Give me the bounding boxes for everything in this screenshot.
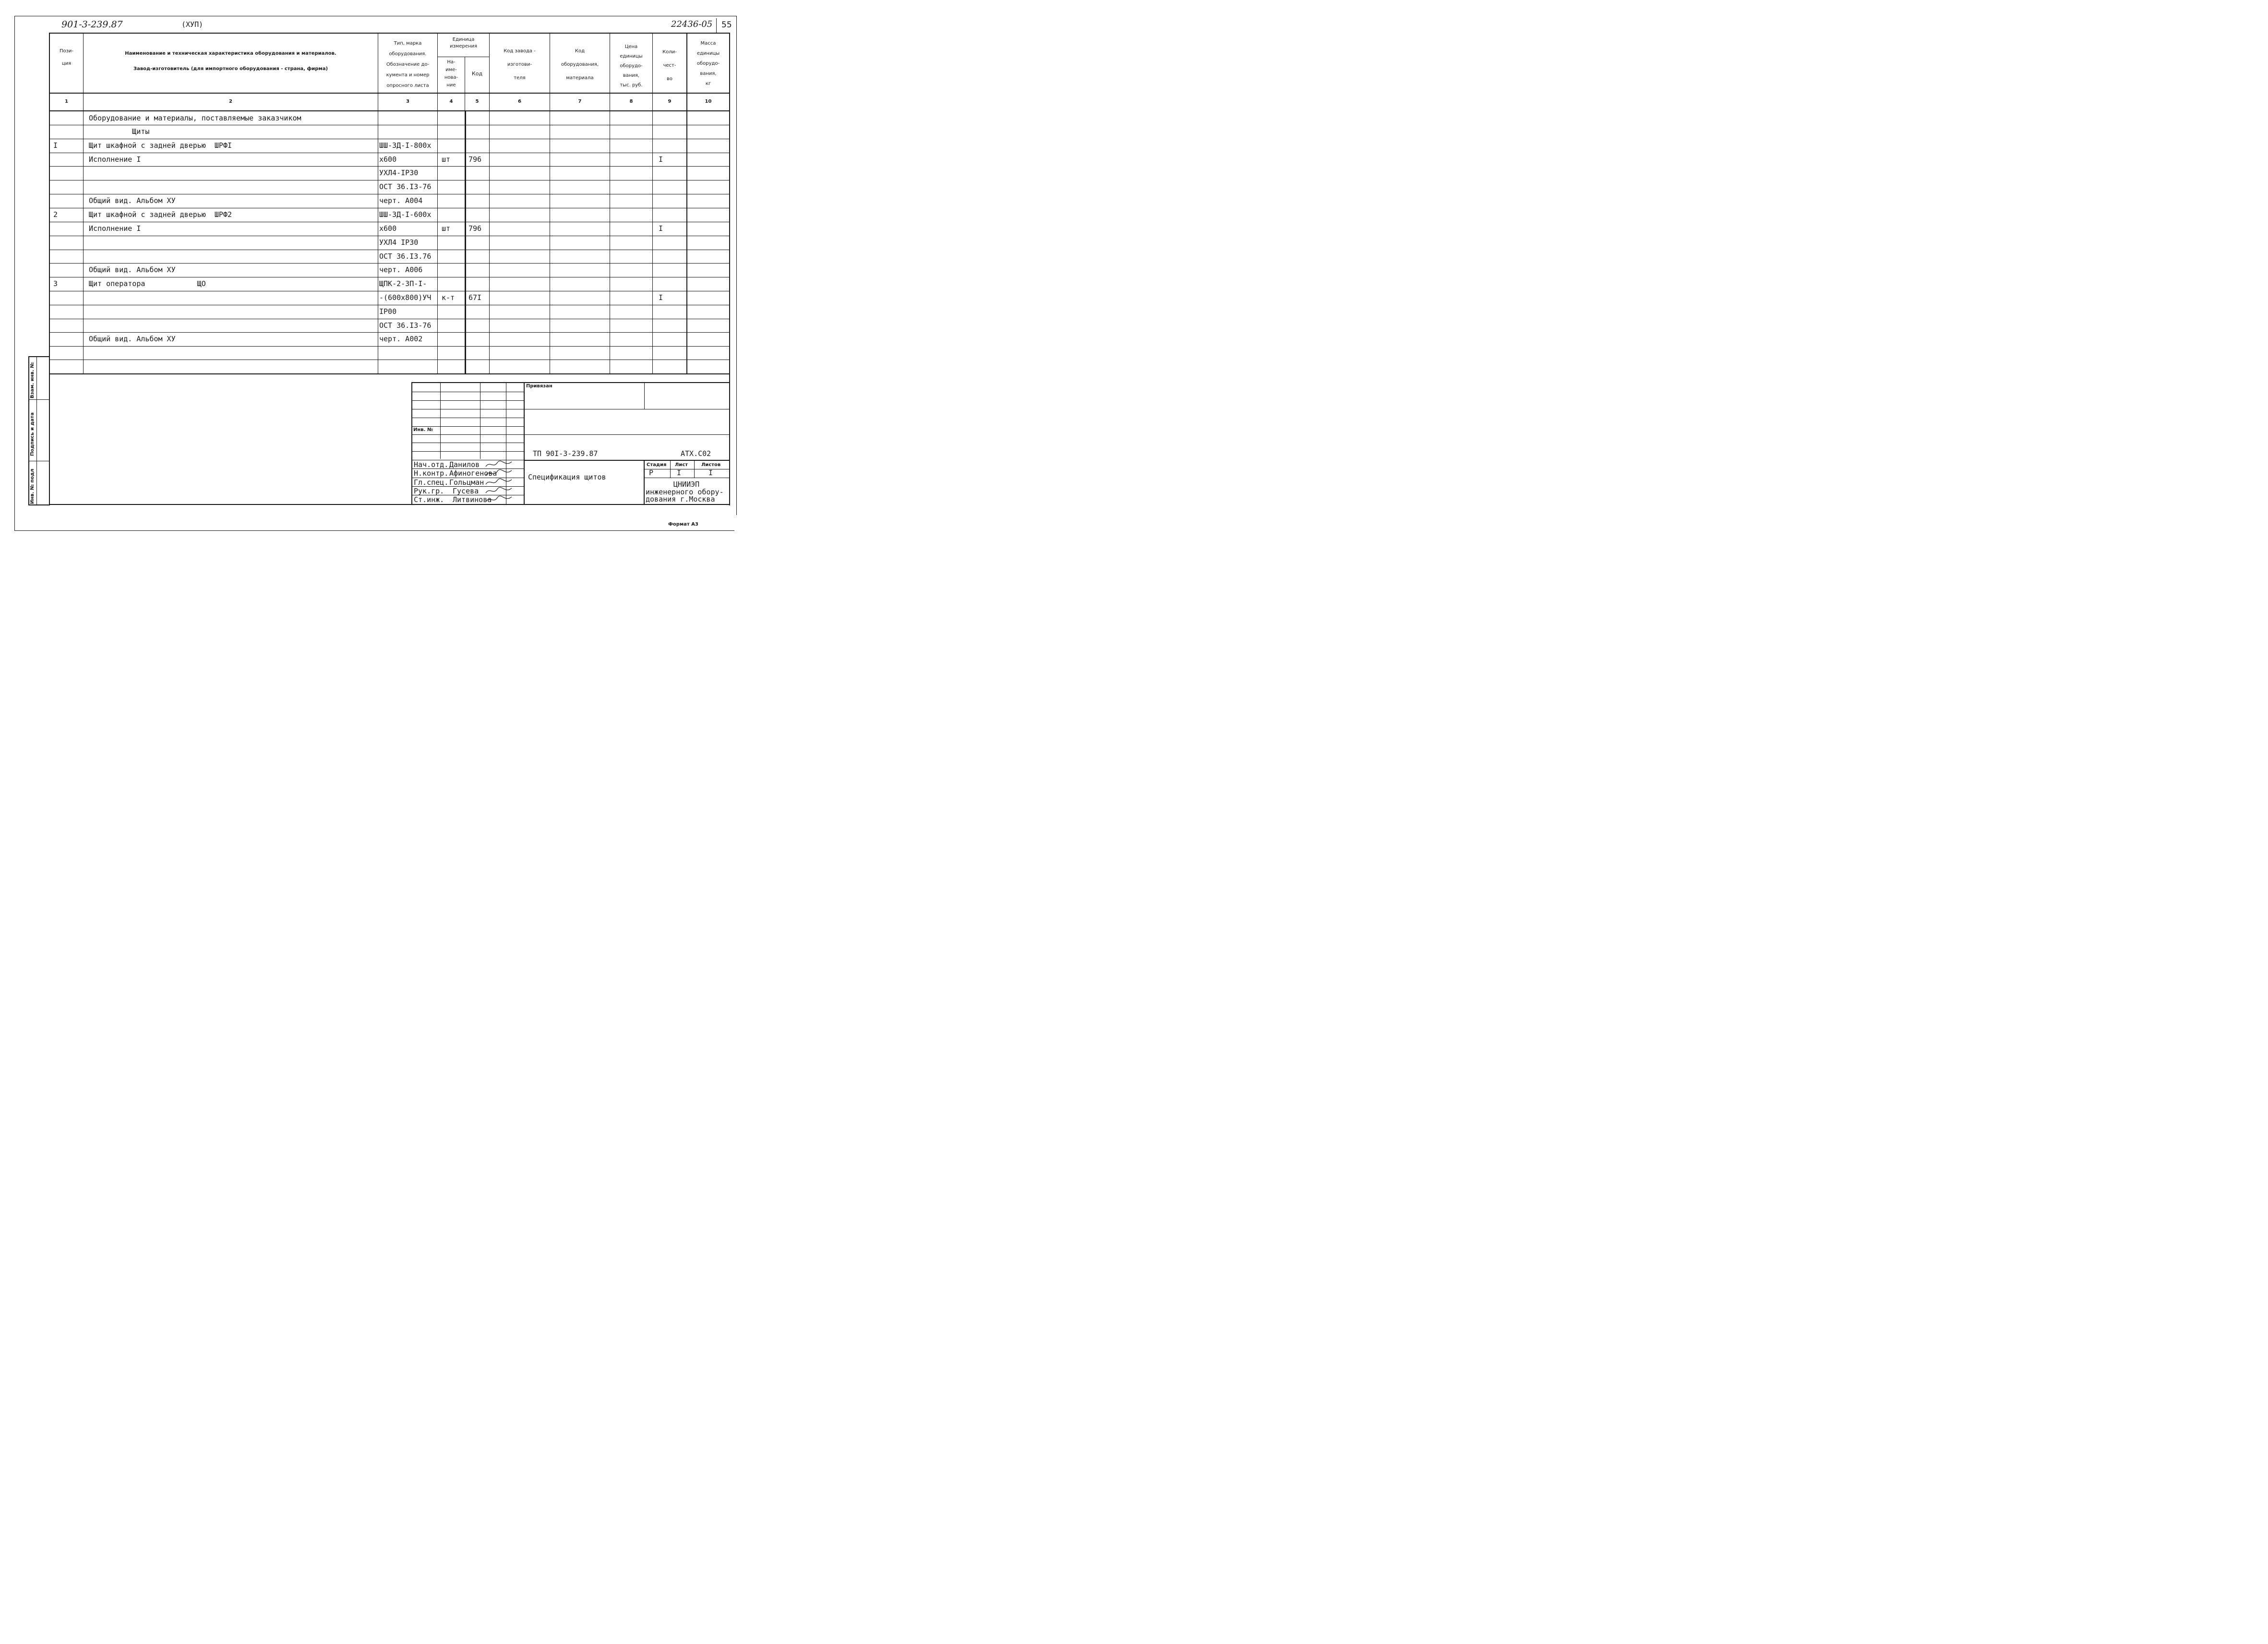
staff-role: Нач.отд. bbox=[414, 460, 449, 469]
row-type: ОСТ 36.I3-76 bbox=[379, 182, 432, 191]
spec-table bbox=[0, 0, 743, 539]
header-unit-group: Единица измерения bbox=[449, 37, 478, 49]
staff-role: Рук.гр. bbox=[414, 487, 444, 495]
row-code: 796 bbox=[468, 224, 482, 233]
staff-name: Литвинова bbox=[453, 495, 492, 504]
row-pos: 3 bbox=[53, 279, 58, 288]
row-name: Общий вид. Альбом ХУ bbox=[89, 196, 176, 205]
row-name: Щит шкафной с задней дверью ШРФ2 bbox=[89, 210, 232, 219]
row-qty: I bbox=[659, 224, 663, 233]
row-name: Щит оператора ЩО bbox=[89, 279, 206, 288]
colnum-7: 7 bbox=[578, 99, 582, 104]
row-type: черт. А006 bbox=[379, 265, 423, 274]
format-label: Формат А3 bbox=[668, 522, 698, 527]
row-qty: I bbox=[659, 293, 663, 302]
row-name: Исполнение I bbox=[89, 224, 141, 233]
row-type: ОСТ 36.I3-76 bbox=[379, 321, 432, 330]
row-type: ШШ-3Д-I-800х bbox=[379, 141, 432, 150]
header-unit-name: На- име- нова- ние bbox=[444, 60, 458, 88]
signature-mark bbox=[485, 495, 514, 505]
row-name: Щит шкафной с задней дверью ШРФI bbox=[89, 141, 232, 150]
stage-label: Стадия bbox=[647, 462, 667, 468]
colnum-2: 2 bbox=[229, 99, 232, 104]
staff-name: Гусева bbox=[453, 487, 479, 495]
sheet-value: I bbox=[677, 468, 682, 477]
row-name: Исполнение I bbox=[89, 155, 141, 164]
header-unit-code: Код bbox=[471, 71, 483, 77]
row-type: IР00 bbox=[379, 307, 397, 316]
row-unit: к-т bbox=[442, 293, 455, 302]
row-type: черт. А004 bbox=[379, 196, 423, 205]
privyazan-label: Привязан bbox=[526, 384, 552, 389]
row-type: ШШ-3Д-I-600х bbox=[379, 210, 432, 219]
side-stamp-vzam: Взам. инв. № bbox=[30, 362, 35, 398]
row-name: Оборудование и материалы, поставляемые заказчиком bbox=[89, 114, 301, 122]
header-quantity: Коли- чест- во bbox=[662, 49, 677, 82]
header-price: Цена единицы оборудо- вания, тыс. руб. bbox=[620, 44, 643, 88]
staff-role: Гл.спец. bbox=[414, 478, 449, 487]
staff-name: Данилов bbox=[449, 460, 480, 469]
sheets-label: Листов bbox=[701, 462, 721, 468]
org-line-1: ЦНИИЭП bbox=[673, 480, 700, 489]
row-type: УХЛ4 IР30 bbox=[379, 238, 419, 247]
org-line-3: дования г.Москва bbox=[646, 495, 715, 504]
row-type: ЩПК-2-3П-I- bbox=[379, 279, 427, 288]
header-mass: Масса единицы оборудо- вания, кг bbox=[696, 41, 720, 86]
row-type: черт. А002 bbox=[379, 335, 423, 343]
top-right-code: 22436-05 bbox=[671, 19, 713, 29]
sheet-label: Лист bbox=[675, 462, 688, 468]
inv-no-label: Инв. № bbox=[413, 427, 433, 432]
row-type: х600 bbox=[379, 155, 397, 164]
colnum-3: 3 bbox=[406, 99, 409, 104]
header-equipment-code: Код оборудования, материала bbox=[561, 48, 599, 81]
colnum-4: 4 bbox=[449, 99, 453, 104]
staff-name: Гольцман bbox=[449, 478, 484, 487]
colnum-9: 9 bbox=[668, 99, 672, 104]
row-type: х600 bbox=[379, 224, 397, 233]
colnum-1: 1 bbox=[65, 99, 68, 104]
colnum-5: 5 bbox=[475, 99, 479, 104]
doc-mark: АТХ.С02 bbox=[681, 449, 711, 458]
row-pos: I bbox=[53, 141, 58, 150]
row-type: ОСТ 36.I3.76 bbox=[379, 252, 432, 261]
stage-value: Р bbox=[649, 468, 654, 477]
doc-code: ТП 90I-3-239.87 bbox=[533, 449, 598, 458]
row-qty: I bbox=[659, 155, 663, 164]
bottom-border bbox=[49, 504, 730, 505]
top-album: (ХУП) bbox=[181, 20, 204, 29]
colnum-10: 10 bbox=[705, 99, 712, 104]
doc-title: Спецификация щитов bbox=[528, 473, 606, 481]
row-type: -(600х800)УЧ bbox=[379, 293, 432, 302]
row-unit: шт bbox=[442, 224, 451, 233]
row-unit: шт bbox=[442, 155, 451, 164]
colnum-6: 6 bbox=[518, 99, 521, 104]
header-name: Наименование и техническая характеристика оборудования и материалов. Завод-изготовитель (для импортного оборудования - страна, фирма) bbox=[125, 51, 336, 72]
sheets-value: I bbox=[708, 468, 713, 477]
header-plant-code: Код завода - изготови- теля bbox=[504, 48, 536, 81]
staff-name: Афиногенова bbox=[449, 469, 497, 478]
row-type: УХЛ4-IР30 bbox=[379, 168, 419, 177]
header-type: Тип, марка оборудования. Обозначение до- кумента и номер опросного листа bbox=[386, 41, 430, 88]
top-left-code: 901-3-239.87 bbox=[61, 19, 123, 30]
row-code: 796 bbox=[468, 155, 482, 164]
row-name: Щиты bbox=[89, 127, 150, 136]
side-stamp-podpis: Подпись и дата bbox=[30, 412, 35, 456]
staff-role: Ст.инж. bbox=[414, 495, 444, 504]
page-number: 55 bbox=[721, 20, 732, 30]
org-line-2: инженерного обору- bbox=[646, 488, 724, 496]
side-stamp-inv: Инв. № подл bbox=[30, 468, 35, 504]
row-pos: 2 bbox=[53, 210, 58, 219]
row-name: Общий вид. Альбом ХУ bbox=[89, 265, 176, 274]
row-name: Общий вид. Альбом ХУ bbox=[89, 335, 176, 343]
row-code: 67I bbox=[468, 293, 482, 302]
colnum-8: 8 bbox=[629, 99, 633, 104]
staff-role: Н.контр. bbox=[414, 469, 449, 478]
header-position: Пози- ция bbox=[59, 48, 74, 66]
